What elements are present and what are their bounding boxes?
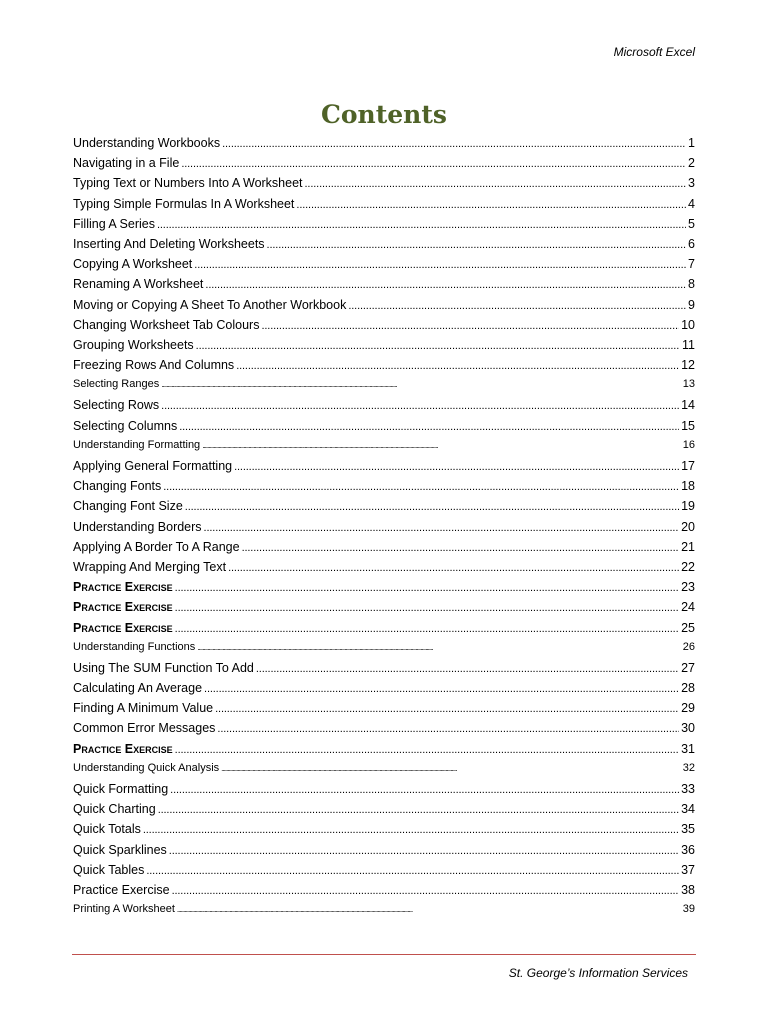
toc-entry[interactable] <box>73 762 695 782</box>
toc-dot-leader <box>261 320 679 332</box>
toc-entry[interactable] <box>73 136 695 156</box>
toc-entry-label: Applying General Formatting <box>73 459 233 473</box>
toc-dot-leader <box>158 804 679 816</box>
toc-entry[interactable] <box>73 378 695 398</box>
footer-organization: St. George’s Information Services <box>508 966 688 980</box>
toc-entry[interactable] <box>73 277 695 297</box>
toc-entry-label: Selecting Ranges <box>73 378 160 391</box>
toc-dot-leader <box>179 421 679 433</box>
toc-entry[interactable] <box>73 459 695 479</box>
toc-entry-page-number: 6 <box>688 236 695 251</box>
toc-entry-page-number: 5 <box>688 216 695 231</box>
toc-entry[interactable] <box>73 439 695 459</box>
toc-entry-label: Calculating An Average <box>73 681 203 696</box>
toc-dot-leader <box>185 501 679 513</box>
toc-entry[interactable] <box>73 419 695 439</box>
toc-entry[interactable] <box>73 641 695 661</box>
toc-entry-label: Understanding Borders <box>73 519 202 534</box>
toc-entry[interactable] <box>73 479 695 499</box>
toc-dot-leader <box>181 158 686 170</box>
toc-dot-leader <box>161 400 679 412</box>
toc-entry-label: Practice Exercise <box>73 882 170 897</box>
toc-entry[interactable] <box>73 883 695 903</box>
toc-entry[interactable] <box>73 560 695 580</box>
toc-entry[interactable] <box>73 540 695 560</box>
toc-dot-leader <box>204 683 679 695</box>
toc-dot-leader <box>205 279 686 291</box>
toc-entry[interactable] <box>73 298 695 318</box>
toc-dot-leader <box>242 542 680 554</box>
toc-entry-page-number: 39 <box>682 903 695 916</box>
toc-entry-label: Copying A Worksheet <box>73 257 193 272</box>
toc-entry[interactable] <box>73 398 695 418</box>
toc-dot-leader <box>236 360 679 372</box>
toc-dot-leader <box>175 582 679 594</box>
toc-entry-page-number: 28 <box>681 681 695 696</box>
toc-entry-label: Wrapping And Merging Text <box>73 559 227 574</box>
toc-dot-leader <box>175 744 679 756</box>
toc-entry-page-number: 29 <box>681 701 695 716</box>
toc-entry-label: Quick Formatting <box>73 782 169 796</box>
toc-dot-leader <box>222 138 686 150</box>
toc-entry-page-number: 19 <box>681 499 695 514</box>
toc-entry-label: Understanding Functions <box>73 640 196 653</box>
toc-dot-leader <box>228 562 679 574</box>
toc-entry-label: Grouping Worksheets <box>73 337 194 352</box>
toc-entry-page-number: 11 <box>682 337 695 352</box>
toc-entry[interactable] <box>73 782 695 802</box>
toc-entry[interactable] <box>73 520 695 540</box>
toc-dot-leader <box>170 784 679 796</box>
toc-dot-leader <box>196 340 680 352</box>
toc-entry-label: Understanding Workbooks <box>73 136 221 150</box>
toc-dot-leader <box>267 239 687 251</box>
toc-entry-label: Quick Tables <box>73 862 145 877</box>
toc-dot-leader <box>163 481 679 493</box>
toc-entry-page-number: 4 <box>688 196 695 211</box>
toc-entry-page-number: 16 <box>682 438 695 451</box>
toc-dot-leader <box>202 441 681 450</box>
toc-dot-leader <box>348 300 686 312</box>
toc-entry[interactable] <box>73 237 695 257</box>
toc-entry-page-number: 13 <box>682 378 695 391</box>
toc-entry[interactable] <box>73 701 695 721</box>
toc-entry-page-number: 9 <box>688 297 695 312</box>
toc-entry-page-number: 10 <box>681 317 695 332</box>
toc-dot-leader <box>215 703 679 715</box>
toc-entry[interactable] <box>73 499 695 519</box>
toc-dot-leader <box>161 380 681 389</box>
page-title: Contents <box>320 100 447 129</box>
toc-entry[interactable] <box>73 863 695 883</box>
toc-dot-leader <box>296 199 686 211</box>
toc-entry-label: Renaming A Worksheet <box>73 277 204 292</box>
toc-entry-page-number: 17 <box>681 459 695 473</box>
toc-entry-page-number: 36 <box>681 842 695 857</box>
toc-entry-label: Common Error Messages <box>73 721 216 736</box>
toc-entry-page-number: 25 <box>681 620 695 635</box>
toc-entry-label: Changing Worksheet Tab Colours <box>73 317 260 332</box>
toc-dot-leader <box>143 824 679 836</box>
toc-dot-leader <box>256 663 679 675</box>
toc-entry[interactable] <box>73 600 695 620</box>
toc-entry-page-number: 18 <box>681 479 695 494</box>
toc-entry-label: Understanding Formatting <box>73 438 201 451</box>
toc-entry-label: Typing Simple Formulas In A Worksheet <box>73 196 295 211</box>
toc-entry-page-number: 30 <box>681 721 695 736</box>
toc-entry[interactable] <box>73 822 695 842</box>
toc-dot-leader <box>169 845 679 857</box>
toc-entry[interactable] <box>73 197 695 217</box>
toc-entry[interactable] <box>73 903 695 923</box>
toc-entry-page-number: 33 <box>681 782 695 796</box>
toc-entry-page-number: 15 <box>681 418 695 433</box>
toc-entry-label: Practice Exercise <box>73 741 173 756</box>
toc-entry-label: Using The SUM Function To Add <box>73 660 254 675</box>
toc-entry-label: Applying A Border To A Range <box>73 539 240 554</box>
toc-dot-leader <box>197 643 680 652</box>
toc-entry-label: Changing Fonts <box>73 479 162 494</box>
toc-entry[interactable] <box>73 802 695 822</box>
toc-entry-page-number: 32 <box>682 761 695 774</box>
toc-entry-page-number: 22 <box>681 559 695 574</box>
toc-entry[interactable] <box>73 358 695 378</box>
toc-entry[interactable] <box>73 257 695 277</box>
toc-entry-label: Selecting Rows <box>73 398 160 413</box>
toc-entry-page-number: 37 <box>681 862 695 877</box>
toc-entry-label: Freezing Rows And Columns <box>73 358 235 373</box>
toc-dot-leader <box>204 522 680 534</box>
document-header-product: Microsoft Excel <box>613 45 695 59</box>
toc-entry-page-number: 31 <box>681 741 695 756</box>
toc-dot-leader <box>175 602 679 614</box>
toc-entry-page-number: 24 <box>681 600 695 615</box>
toc-entry[interactable] <box>73 661 695 681</box>
toc-entry[interactable] <box>73 318 695 338</box>
toc-entry-label: Filling A Series <box>73 216 155 231</box>
toc-entry[interactable] <box>73 843 695 863</box>
toc-dot-leader <box>221 764 681 773</box>
toc-entry-page-number: 23 <box>681 580 695 595</box>
toc-entry-label: Quick Sparklines <box>73 842 167 857</box>
toc-entry-label: Understanding Quick Analysis <box>73 761 220 774</box>
toc-dot-leader <box>305 178 687 190</box>
toc-entry[interactable] <box>73 338 695 358</box>
toc-entry-page-number: 14 <box>681 398 695 413</box>
toc-entry[interactable] <box>73 681 695 701</box>
toc-entry-page-number: 38 <box>681 882 695 897</box>
toc-entry-label: Quick Totals <box>73 822 141 837</box>
toc-entry-page-number: 8 <box>688 277 695 292</box>
toc-entry-label: Changing Font Size <box>73 499 183 514</box>
toc-entry-label: Finding A Minimum Value <box>73 701 214 716</box>
toc-entry-page-number: 35 <box>681 822 695 837</box>
footer-divider <box>72 954 696 955</box>
toc-entry-label: Moving or Copying A Sheet To Another Workbook <box>73 297 347 312</box>
toc-entry-label: Typing Text or Numbers Into A Worksheet <box>73 176 303 191</box>
toc-dot-leader <box>146 865 679 877</box>
toc-dot-leader <box>217 723 679 735</box>
toc-entry-label: Selecting Columns <box>73 418 178 433</box>
toc-entry-label: Practice Exercise <box>73 620 173 635</box>
toc-dot-leader <box>194 259 686 271</box>
toc-entry[interactable] <box>73 621 695 641</box>
toc-entry-page-number: 2 <box>688 156 695 171</box>
toc-entry-label: Inserting And Deleting Worksheets <box>73 236 265 251</box>
toc-entry-page-number: 21 <box>681 539 695 554</box>
toc-entry[interactable] <box>73 742 695 762</box>
toc-entry-page-number: 3 <box>688 176 695 191</box>
toc-dot-leader <box>234 461 679 473</box>
toc-entry[interactable] <box>73 176 695 196</box>
toc-entry-label: Practice Exercise <box>73 580 173 595</box>
toc-entry-label: Printing A Worksheet <box>73 903 175 916</box>
toc-dot-leader <box>172 885 680 897</box>
toc-entry-label: Navigating in a File <box>73 156 180 171</box>
toc-entry-label: Quick Charting <box>73 802 156 817</box>
toc-dot-leader <box>157 219 686 231</box>
toc-entry-page-number: 34 <box>681 802 695 817</box>
toc-dot-leader <box>175 623 679 635</box>
toc-entry[interactable] <box>73 217 695 237</box>
table-of-contents <box>73 136 695 923</box>
toc-entry-page-number: 7 <box>688 257 695 272</box>
toc-entry[interactable] <box>73 156 695 176</box>
toc-entry[interactable] <box>73 580 695 600</box>
toc-entry-page-number: 20 <box>681 519 695 534</box>
toc-dot-leader <box>177 905 681 914</box>
toc-entry-label: Practice Exercise <box>73 600 173 615</box>
toc-entry-page-number: 12 <box>681 358 695 373</box>
toc-entry[interactable] <box>73 721 695 741</box>
toc-entry-page-number: 27 <box>681 660 695 675</box>
toc-entry-page-number: 26 <box>682 640 695 653</box>
toc-entry-page-number: 1 <box>688 136 695 150</box>
